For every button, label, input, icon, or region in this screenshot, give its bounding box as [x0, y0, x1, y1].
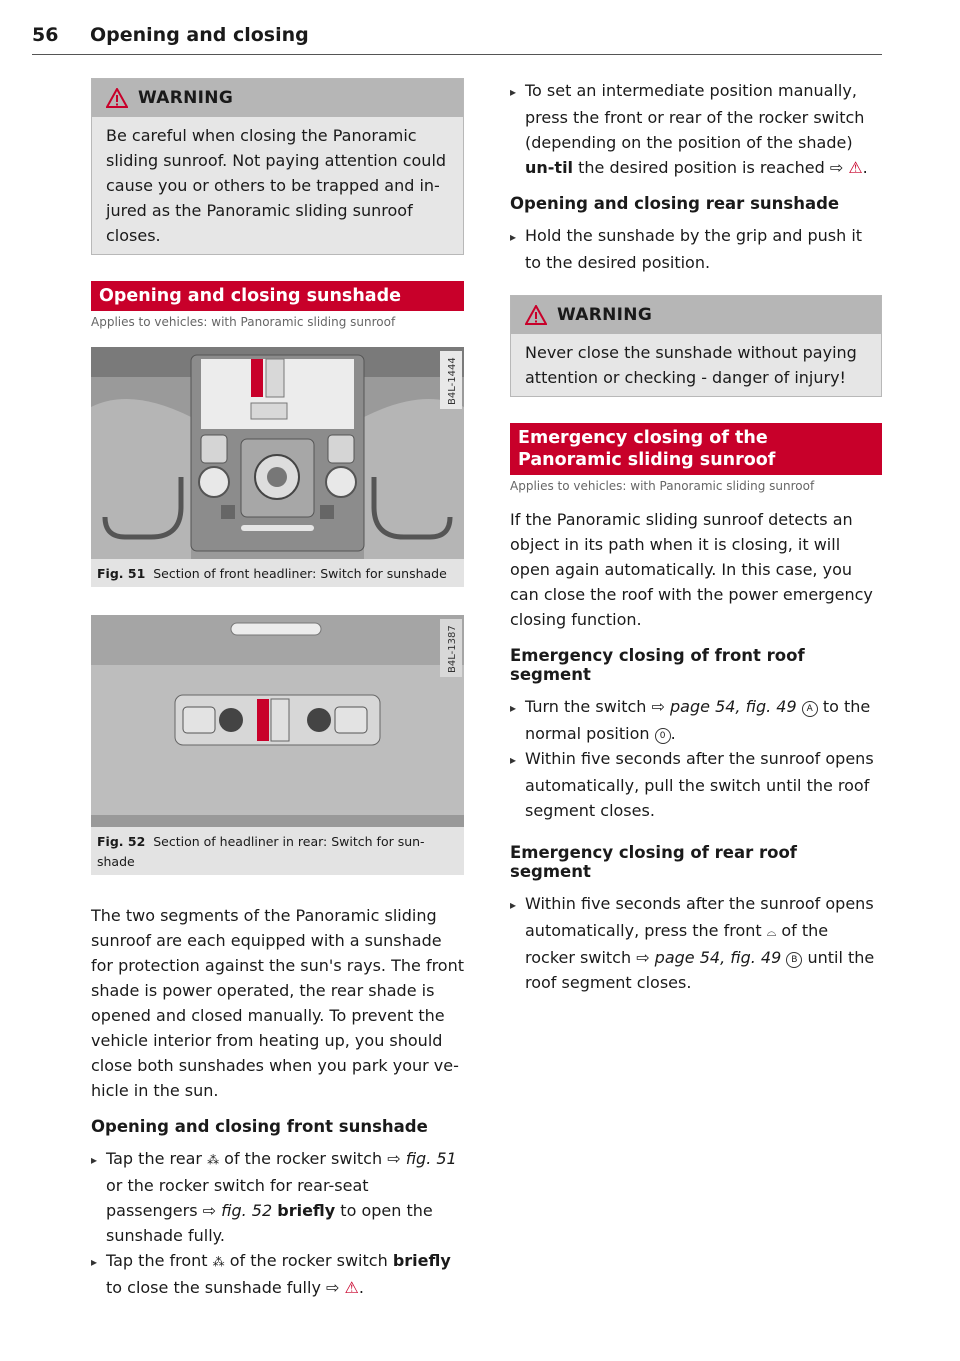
warning-icon[interactable]: ⚠ — [848, 158, 863, 177]
list-item: ▸Within five seconds after the sunroof opens automatically, press the front ⌓ of the rocker switch ⇨ page 54, fig. 49 B until the roof segment closes. — [510, 891, 882, 995]
manual-steps — [510, 78, 882, 180]
warning-text: Be careful when closing the Panoramic sliding sunroof. Not paying attention could cause you or others to be trapped and in-jured as the Panoramic sliding sunroof closes. — [106, 126, 447, 245]
page-link[interactable]: ⇨ page 54, fig. 49 — [636, 948, 782, 967]
list-item: ▸Hold the sunshade by the grip and push it to the desired position. — [510, 223, 882, 275]
figure-caption — [91, 559, 464, 587]
warning-header — [92, 79, 463, 117]
front-segment-steps — [510, 694, 882, 823]
warning-box — [91, 78, 464, 255]
sunshade-front-icon: ⁂ — [212, 1255, 225, 1269]
warning-title: WARNING — [138, 88, 234, 108]
caption-text: Section of headliner in rear: Switch for sun-shade — [97, 834, 425, 869]
figure-link[interactable]: ⇨ fig. 51 — [387, 1149, 457, 1168]
list-item: ▸Turn the switch ⇨ page 54, fig. 49 A to the normal position 0 . — [510, 694, 882, 746]
warning-icon — [106, 88, 128, 108]
bullet-icon — [510, 223, 525, 250]
rear-segment-heading: Emergency closing of rear roof segment — [510, 843, 797, 881]
warning-icon — [525, 305, 547, 325]
figure-51 — [91, 347, 464, 587]
rear-sunshade-steps — [510, 223, 882, 275]
front-segment-heading: Emergency closing of front roof segment — [510, 646, 805, 684]
warning-header — [511, 296, 881, 334]
callout-a: A — [802, 701, 818, 717]
emergency-heading: Emergency closing of the Panoramic sliding sunroof — [510, 423, 882, 475]
applies-note: Applies to vehicles: with Panoramic sliding sunroof — [91, 315, 396, 329]
page-link[interactable]: ⇨ page 54, fig. 49 — [651, 697, 797, 716]
sunshade-heading: Opening and closing sunshade — [91, 281, 464, 311]
page-number: 56 — [32, 24, 59, 46]
figure-code: B4L-1387 — [447, 625, 458, 673]
warning-text: Never close the sunshade without paying attention or checking - danger of injury! — [525, 343, 857, 387]
right-column — [510, 78, 882, 1015]
page-header — [32, 24, 882, 55]
front-sunshade-steps — [91, 1146, 464, 1300]
figure-code: B4L-1444 — [447, 357, 458, 405]
list-item: ▸To set an intermediate position manually, press the front or rear of the rocker switch (depending on the position of the shade) un-til the desired position is reached ⇨ ⚠. — [510, 78, 882, 180]
list-item: ▸Tap the rear ⁂ of the rocker switch ⇨ fig. 51 or the rocker switch for rear-seat passengers ⇨ fig. 52 briefly to open the sunshade fully. — [91, 1146, 464, 1248]
bullet-icon — [91, 1146, 106, 1173]
left-column — [91, 78, 464, 1320]
sunshade-rear-icon: ⁂ — [207, 1153, 220, 1167]
front-sunshade-heading: Opening and closing front sunshade — [91, 1117, 428, 1136]
bullet-icon — [510, 694, 525, 721]
roof-front-icon: ⌓ — [766, 925, 777, 939]
bullet-icon — [510, 891, 525, 918]
warning-link[interactable]: ⇨ — [326, 1278, 340, 1297]
rear-headliner-image — [91, 615, 464, 827]
warning-icon[interactable]: ⚠ — [344, 1278, 359, 1297]
caption-text: Section of front headliner: Switch for sunshade — [153, 566, 447, 581]
figure-label: Fig. 51 — [97, 566, 146, 581]
rear-sunshade-heading: Opening and closing rear sunshade — [510, 194, 840, 213]
warning-link[interactable]: ⇨ — [829, 158, 844, 177]
callout-b: B — [786, 952, 802, 968]
list-item: ▸Within five seconds after the sunroof opens automatically, pull the switch until the roof segment closes. — [510, 746, 882, 823]
emergency-intro: If the Panoramic sliding sunroof detects an object in its path when it is closing, it will open again automatically. In this case, you can close the roof with the power emergency closing function. — [510, 510, 873, 629]
bullet-icon — [510, 746, 525, 773]
warning-title: WARNING — [557, 305, 653, 325]
callout-0: 0 — [655, 728, 671, 744]
section-title: Opening and closing — [90, 24, 309, 46]
figure-link[interactable]: ⇨ fig. 52 — [202, 1201, 273, 1220]
bullet-icon — [510, 78, 525, 105]
figure-label: Fig. 52 — [97, 834, 146, 849]
rear-segment-steps — [510, 891, 882, 995]
figure-caption — [91, 827, 464, 875]
figure-52 — [91, 615, 464, 875]
bullet-icon — [91, 1248, 106, 1275]
intro-paragraph: The two segments of the Panoramic sliding sunroof are each equipped with a sunshade for protection against the sun's rays. The front shade is power operated, the rear shade is opened and closed manually. To prevent the vehicle interior from heating up, you should close both sunshades when you park your ve-hicle in the sun. — [91, 906, 464, 1100]
front-headliner-image — [91, 347, 464, 559]
warning-box — [510, 295, 882, 397]
applies-note: Applies to vehicles: with Panoramic sliding sunroof — [510, 479, 815, 493]
list-item: ▸Tap the front ⁂ of the rocker switch briefly to close the sunshade fully ⇨ ⚠. — [91, 1248, 464, 1300]
